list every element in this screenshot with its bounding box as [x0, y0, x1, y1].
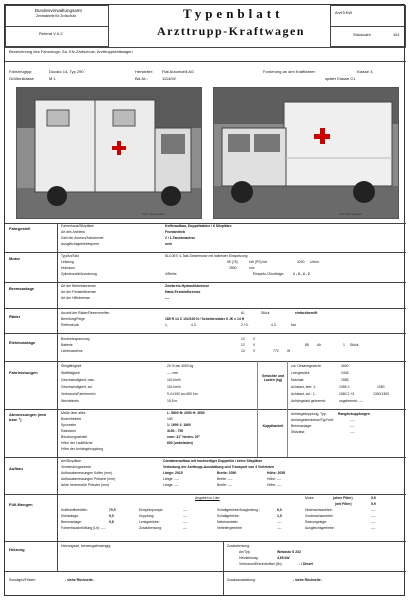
- wheel-count-unit: Stück: [261, 311, 270, 315]
- chassis-value: nein: [165, 242, 172, 246]
- battery-voltage: 12: [241, 343, 245, 347]
- section-chassis-title: Fahrgestell: [9, 226, 31, 231]
- license-value-later: später Klasse C1: [325, 76, 356, 81]
- chassis-value: 2 / 1-Tandemachse: [165, 236, 196, 240]
- aux-heating-value: Webasto S 232: [277, 550, 301, 554]
- capacity-label: Kühlanlage:: [61, 514, 79, 518]
- dimension-value: 1: 1690 2: 1660: [167, 423, 191, 427]
- engine-power-unit: kW (PS) bei: [249, 260, 268, 264]
- weight-label: Leergewicht:: [291, 371, 311, 375]
- chassis-value: Frontantrieb: [165, 230, 185, 234]
- wheels-label: Reifendruck: [61, 323, 80, 327]
- body-label: Art/Sitzplätze: [61, 459, 81, 463]
- section-heating-title: Heizung: [9, 547, 25, 552]
- brakes-label: Art der Betriebsbremse: [61, 284, 96, 288]
- coupling-value: Rangierkupplungen: [338, 412, 370, 416]
- alternator-voltage-unit: V: [253, 349, 256, 353]
- dimension-label: Radstand: [61, 429, 76, 433]
- engine-power-value: 55 (75): [227, 260, 238, 264]
- dimension-label: Maße über alles: [61, 411, 86, 415]
- vehicle-code: ArztTrKW: [335, 10, 353, 15]
- agency-name: Bundesverwaltungsamt: [35, 8, 82, 13]
- capacity-label: Bremsanlage:: [61, 520, 82, 524]
- manufacturer-label: Hersteller:: [135, 69, 154, 74]
- chassis-label: Fahrerhaus/Sitzplätze: [61, 224, 94, 228]
- chassis-value: Kofferaufbau, Doppelkabine / 6 Sitzplätze: [165, 224, 232, 228]
- tyre-pressure-unit: bar: [291, 323, 296, 327]
- engine-capacity-unit: cm³: [249, 266, 255, 270]
- capacity-value: ----: [371, 520, 376, 524]
- body-label: Verwendungszweck: [61, 465, 91, 469]
- wheel-single-tyre: einfachbereift: [295, 311, 318, 315]
- weights-title: Gewichte und Lasten (kg): [261, 374, 285, 382]
- capacity-label: Ausgleichsgetriebe:: [305, 526, 335, 530]
- capacity-value: ----: [183, 508, 188, 512]
- doc-type: Typenblatt: [183, 6, 284, 21]
- chassis-label: Zahl der Achsen/Achsformel: [61, 236, 104, 240]
- alternator-voltage: 14: [241, 349, 245, 353]
- vehicle-type-label: Fahrzeugtyp:: [9, 69, 33, 74]
- engine-label: Leistung: [61, 260, 74, 264]
- aux-heating-label: Heizleistung:: [239, 556, 259, 560]
- electrical-label: Bordnetzspannung: [61, 337, 90, 341]
- aux-heating-label: Art/Typ:: [239, 550, 251, 554]
- axle-load-rear-allowed: 1300/1300: [373, 392, 390, 396]
- section-electrical-title: Elektroanlage: [9, 340, 36, 345]
- doc-title: Arzttrupp-Kraftwagen: [157, 24, 305, 38]
- box-length: Länge: 2915: [163, 471, 183, 475]
- dimension-label: Höhe der Ladefläche: [61, 441, 93, 445]
- coupling-value: ----: [350, 424, 355, 428]
- performance-label: Wendekreis: [61, 399, 79, 403]
- capacity-label: Einspritzpumpe:: [139, 508, 164, 512]
- ambulance-side-illustration: [214, 88, 399, 219]
- performance-value: 116 km/h: [167, 378, 181, 382]
- section-performance-title: Fahrleistungen: [9, 370, 38, 375]
- capacity-value: ----: [277, 526, 282, 530]
- oil-without-filter-label: (ohne Filter): [333, 496, 353, 500]
- chassis-label: Art des Antriebs: [61, 230, 85, 234]
- engine-label: Zylinderzahl/Anordnung: [61, 272, 97, 276]
- oil-with-filter-label: (mit Filter): [335, 502, 352, 506]
- performance-label: Watfähigkeit: [61, 371, 80, 375]
- capacity-label: Zusatzheizung:: [139, 526, 162, 530]
- size-class-value: M 1: [49, 76, 56, 81]
- weight-label: Nutzlast:: [291, 378, 305, 382]
- section-brakes-title: Bremsanlage: [9, 286, 35, 291]
- capacity-value: 1,5: [277, 514, 282, 518]
- engine-rpm-unit: U/min.: [310, 260, 320, 264]
- voltage-unit: V: [253, 337, 256, 341]
- electrical-label: Batterie: [61, 343, 73, 347]
- inner-height: Höhe: ----: [267, 483, 282, 487]
- coupling-label: Stützlast:: [291, 430, 305, 434]
- dimension-value: 180: [167, 417, 173, 421]
- photo-caption-left: Foto: Bundesamt: [142, 212, 165, 216]
- tyre-pressure-axle-1: 1,: [165, 323, 168, 327]
- ba-number-label: BA-Nr.:: [135, 76, 148, 81]
- section-body-title: Aufbau: [9, 466, 23, 471]
- extra-equipment-label: Zusatzausstattung:: [227, 578, 256, 582]
- engine-capacity-value: 2500: [229, 266, 237, 270]
- manufacturer-value: Fiat Automobil AG: [162, 69, 195, 74]
- capacity-label: Schaltgetriebe/Ausgleichsg.:: [217, 508, 260, 512]
- license-label: Forderung an den Kraftfahrer:: [263, 69, 316, 74]
- battery-voltage-unit: V: [253, 343, 256, 347]
- dimension-label: Spurweite: [61, 423, 77, 427]
- capacity-label: Verteilergetriebe:: [217, 526, 243, 530]
- alternator-power-unit: W: [287, 349, 291, 353]
- section-engine-title: Motor: [9, 256, 21, 261]
- vehicle-type-value: Ducato 14, Typ 290: [49, 69, 84, 74]
- performance-label: Geschwindigkeit, zul.: [61, 385, 93, 389]
- ba-number-value: 1114/92: [162, 76, 176, 81]
- oil-motor-label: Motor:: [305, 496, 315, 500]
- tyre-spec: 185 R 14 C 102/100 N / Scheibenräder 6 JK x 14 H: [165, 317, 245, 321]
- battery-count-unit: Stück: [350, 343, 359, 347]
- weight-label: zul. Gesamtgewicht:: [291, 364, 322, 368]
- dimension-value: L: 5800 B: 2050 H: 2650: [167, 411, 205, 415]
- coupling-value: ----: [350, 418, 355, 422]
- weight-value: 1395 2.: [339, 385, 351, 389]
- performance-value: 15,5 m: [167, 399, 178, 403]
- capacity-value: 70,0: [109, 508, 116, 512]
- tyre-pressure-value-2: 4,3: [271, 323, 276, 327]
- count-value: 161: [393, 32, 400, 37]
- capacity-value: ----: [183, 526, 188, 530]
- aux-heating-value: 4,65 kW: [277, 556, 290, 560]
- tyre-pressure-value-1: 4,3: [191, 323, 196, 327]
- capacity-value: ----: [277, 520, 282, 524]
- alternator-power: 770: [273, 349, 279, 353]
- capacity-value: ----: [371, 514, 376, 518]
- brakes-value: Hand-Feststellbremse: [165, 290, 201, 294]
- dimension-value: 600 (unbeladen): [167, 441, 193, 445]
- performance-label: Verbrauch/Fahrbereich: [61, 392, 96, 396]
- inner-width: Breite: ----: [217, 483, 233, 487]
- body-purpose-value: Verlastung der Arzttrupp-Ausstattung und Transport von 4 Verletzten: [163, 465, 275, 469]
- weight-label: Anhängelast gebremst:: [291, 399, 326, 403]
- body-type-value: Containeraufbau mit hochseitiger Doppeltür / keine Sitzplätze: [163, 459, 263, 463]
- capacity-value: ----: [371, 526, 376, 530]
- size-class-label: Größenklasse: [9, 76, 34, 81]
- aux-heating-label: Verbrauch/Brennstoffart (l/h):: [239, 562, 283, 566]
- capacity-value: ----: [371, 508, 376, 512]
- brakes-value: ----: [165, 296, 170, 300]
- body-label: Aufbauabmessungen Pritsche (mm): [61, 477, 116, 481]
- capacity-label: Nebenantrieb:: [217, 520, 239, 524]
- capacities-header: Angaben in Liter: [195, 496, 220, 500]
- engine-type-value: 814.067/ 4-Takt-Dieselmotor mit indirekter Einspritzung: [165, 254, 248, 258]
- body-label: Aufbauabmessungen Koffer (mm): [61, 471, 112, 475]
- ambulance-rear-illustration: [17, 88, 202, 219]
- engine-rpm-value: 4200: [297, 260, 305, 264]
- brakes-label: Art der Hilfsbremse: [61, 296, 91, 300]
- heating-type-label: Heizungsart, fahrzeugabhaengig:: [61, 544, 111, 548]
- weight-value: 1560 2.+3.: [339, 392, 356, 396]
- performance-value: ---- mm: [167, 371, 179, 375]
- brakes-value: Zweikreis-Hydraulikbremse: [165, 284, 210, 288]
- capacity-label: Kraftstoffbehälter:: [61, 508, 88, 512]
- capacity-label: Kupplung:: [139, 514, 155, 518]
- dimension-label: Böschungswinkel: [61, 435, 88, 439]
- capacity-label: Hinterachsantrieb:: [305, 508, 333, 512]
- battery-capacity-unit: Ah: [317, 343, 322, 347]
- section-dimensions-title: Abmessungen (mm bzw. °): [9, 412, 47, 422]
- weight-value: 1555: [341, 378, 349, 382]
- section-capacities-title: Füll-Mengen: [9, 502, 33, 507]
- capacity-value: ----: [183, 514, 188, 518]
- platform-width: Breite: ----: [217, 477, 233, 481]
- coupling-label: Bremsanlage:: [291, 424, 312, 428]
- brakes-label: Art der Feststellbremse: [61, 290, 97, 294]
- agency-subtitle: Zentralstelle für Zivilschutz: [36, 14, 77, 18]
- wheels-label: Bereifung/Felge: [61, 317, 85, 321]
- weight-label: Achslast, zul.: 1.: [291, 392, 316, 396]
- firing-order-value: 1 - 3 - 4 - 2: [293, 272, 310, 276]
- platform-height: Höhe: ----: [267, 477, 282, 481]
- coupling-label: Anhängesteckdose/Typ/Volt:: [291, 418, 334, 422]
- aux-heating-label: Zusatzheizung:: [227, 544, 250, 548]
- axle-load-rear-empty: 1050: [377, 385, 385, 389]
- performance-value: 116 km/h: [167, 385, 181, 389]
- weight-value: 4000: [341, 364, 349, 368]
- box-width: Breite: 2050: [217, 471, 237, 475]
- engine-label: Typ/Art/Takt: [61, 254, 79, 258]
- referat: Referat V A 2: [39, 31, 63, 36]
- weight-label: Achslast, leer: 1.: [291, 385, 317, 389]
- dimension-value: 3150 - 750: [167, 429, 184, 433]
- capacity-value: 0,8: [109, 520, 114, 524]
- battery-count: 1: [343, 343, 345, 347]
- extra-equipment-value: - siehe Rückseite -: [293, 578, 323, 582]
- electrical-label: Lichtmaschine: [61, 349, 83, 353]
- inner-length: Länge: ----: [163, 483, 179, 487]
- coupling-label: Anhängekupplung, Typ:: [291, 412, 327, 416]
- performance-label: Steigfähigkeit: [61, 364, 82, 368]
- coupling-value: ----: [350, 430, 355, 434]
- engine-label: Hubraum: [61, 266, 75, 270]
- voltage-value: 12: [241, 337, 245, 341]
- vehicle-photo-rear: [16, 87, 202, 219]
- dimension-label: Höhe der Anhängekupplung: [61, 447, 104, 451]
- vehicle-photo-side: [213, 87, 399, 219]
- section-wheels-title: Räder: [9, 314, 21, 319]
- misc-label: Sonstiges/Fristen:: [9, 578, 37, 582]
- platform-length: Länge: ----: [163, 477, 179, 481]
- count-label: Stückzahl:: [353, 32, 372, 37]
- performance-label: Geschwindigkeit, max.: [61, 378, 95, 382]
- tyre-pressure-axle-2: 2.+3.: [241, 323, 249, 327]
- chassis-label: Ausgleichsgetriebesperre: [61, 242, 100, 246]
- type-sheet: [4, 4, 405, 596]
- capacity-label: Vorderachsantrieb:: [305, 514, 334, 518]
- wheel-count: 6/-: [241, 311, 245, 315]
- dimension-value: vorn: 31° hinten: 20°: [167, 435, 200, 439]
- weight-value: ungebremst: ----: [339, 399, 364, 403]
- wheels-label: Anzahl der Räder/Reservereifen: [61, 311, 110, 315]
- capacity-label: Radvorgelege:: [305, 520, 328, 524]
- capacity-value: ----: [183, 520, 188, 524]
- capacity-value: 6,0: [277, 508, 282, 512]
- battery-capacity: 88: [305, 343, 309, 347]
- capacity-label: Schaltgetriebe:: [217, 514, 240, 518]
- firing-order-label: Einspritz-/Zündfolge:: [253, 272, 285, 276]
- performance-value: 9,4 l/100 km 650 km: [167, 392, 198, 396]
- aux-heating-value: - / Diesel: [299, 562, 313, 566]
- license-value: Klasse 3,: [357, 69, 374, 74]
- vehicle-designation: Bezeichnung des Fahrzeugs: Sa. Kfz-Zivilschutz, Arzttruppkraftwagen: [9, 49, 133, 54]
- engine-cylinders: 4/Reihe: [165, 272, 177, 276]
- body-label: lichte Innenmaße Pritsche (mm): [61, 483, 110, 487]
- oil-with-filter-value: 5,9: [371, 502, 376, 506]
- dimension-label: Bodenfreiheit: [61, 417, 81, 421]
- performance-value: 20 % bei 4000 kg: [167, 364, 194, 368]
- capacity-value: 9,0: [109, 514, 114, 518]
- coupling-title: Kupplbarkeit: [262, 424, 284, 428]
- box-height: Höhe: 2055: [267, 471, 286, 475]
- capacity-label: Fahrerhausbelüftung (Lh): ----: [61, 526, 106, 530]
- oil-without-filter-value: 5,6: [371, 496, 376, 500]
- weight-value: 2445: [341, 371, 349, 375]
- capacity-label: Lenkgetriebe:: [139, 520, 160, 524]
- photo-caption-right: Foto: Bundesamt: [339, 212, 362, 216]
- misc-value: - siehe Rückseite -: [65, 578, 95, 582]
